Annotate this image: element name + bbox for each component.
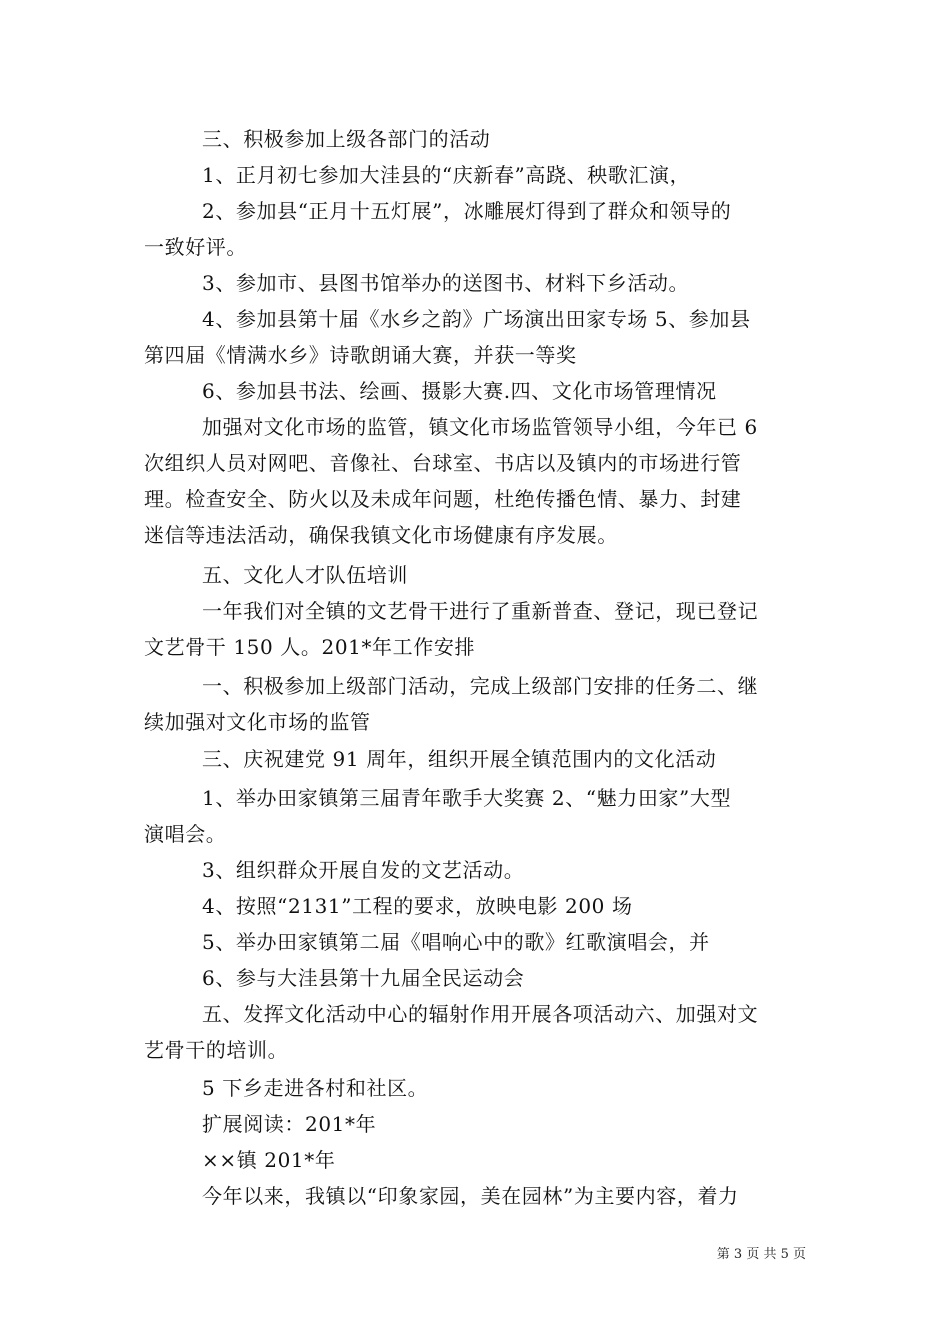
- text-line: 加强对文化市场的监管，镇文化市场监管领导小组，今年已 6: [202, 415, 758, 439]
- text-line: 扩展阅读：201*年: [202, 1112, 377, 1136]
- text-line: 一致好评。: [144, 235, 247, 259]
- text-line: 5 下乡走进各村和社区。: [202, 1076, 429, 1100]
- text-line: 3、组织群众开展自发的文艺活动。: [202, 858, 525, 882]
- page-number-footer: 第 3 页 共 5 页: [716, 1247, 806, 1262]
- text-line: 五、文化人才队伍培训: [202, 563, 408, 587]
- text-line: 三、庆祝建党 91 周年，组织开展全镇范围内的文化活动: [202, 747, 717, 771]
- text-line: 三、积极参加上级各部门的活动: [202, 127, 491, 151]
- text-line: 五、发挥文化活动中心的辐射作用开展各项活动六、加强对文: [202, 1002, 759, 1026]
- text-line: 迷信等违法活动，确保我镇文化市场健康有序发展。: [144, 523, 618, 547]
- text-line: 续加强对文化市场的监管: [144, 710, 371, 734]
- text-line: 一年我们对全镇的文艺骨干进行了重新普查、登记，现已登记: [202, 599, 759, 623]
- text-line: 6、参加县书法、绘画、摄影大赛.四、文化市场管理情况: [202, 379, 717, 403]
- text-line: 3、参加市、县图书馆举办的送图书、材料下乡活动。: [202, 271, 690, 295]
- text-line: 今年以来，我镇以“印象家园，美在园林”为主要内容，着力: [202, 1184, 739, 1208]
- text-line: 6、参与大洼县第十九届全民运动会: [202, 966, 525, 990]
- text-line: 演唱会。: [144, 822, 227, 846]
- text-line: 1、举办田家镇第三届青年歌手大奖赛 2、“魅力田家”大型: [202, 786, 732, 810]
- text-line: 艺骨干的培训。: [144, 1038, 289, 1062]
- text-line: 1、正月初七参加大洼县的“庆新春”高跷、秧歌汇演，: [202, 163, 691, 187]
- text-line: ××镇 201*年: [202, 1148, 336, 1172]
- text-line: 5、举办田家镇第二届《唱响心中的歌》红歌演唱会，并: [202, 930, 710, 954]
- text-line: 4、按照“2131”工程的要求，放映电影 200 场: [202, 894, 633, 918]
- text-line: 一、积极参加上级部门活动，完成上级部门安排的任务二、继: [202, 674, 759, 698]
- text-line: 理。检查安全、防火以及未成年问题，杜绝传播色情、暴力、封建: [144, 487, 742, 511]
- text-line: 4、参加县第十届《水乡之韵》广场演出田家专场 5、参加县: [202, 307, 751, 331]
- text-line: 次组织人员对网吧、音像社、台球室、书店以及镇内的市场进行管: [144, 451, 742, 475]
- text-line: 文艺骨干 150 人。201*年工作安排: [144, 635, 476, 659]
- text-line: 第四届《情满水乡》诗歌朗诵大赛，并获一等奖: [144, 343, 577, 367]
- text-line: 2、参加县“正月十五灯展”，冰雕展灯得到了群众和领导的: [202, 199, 732, 223]
